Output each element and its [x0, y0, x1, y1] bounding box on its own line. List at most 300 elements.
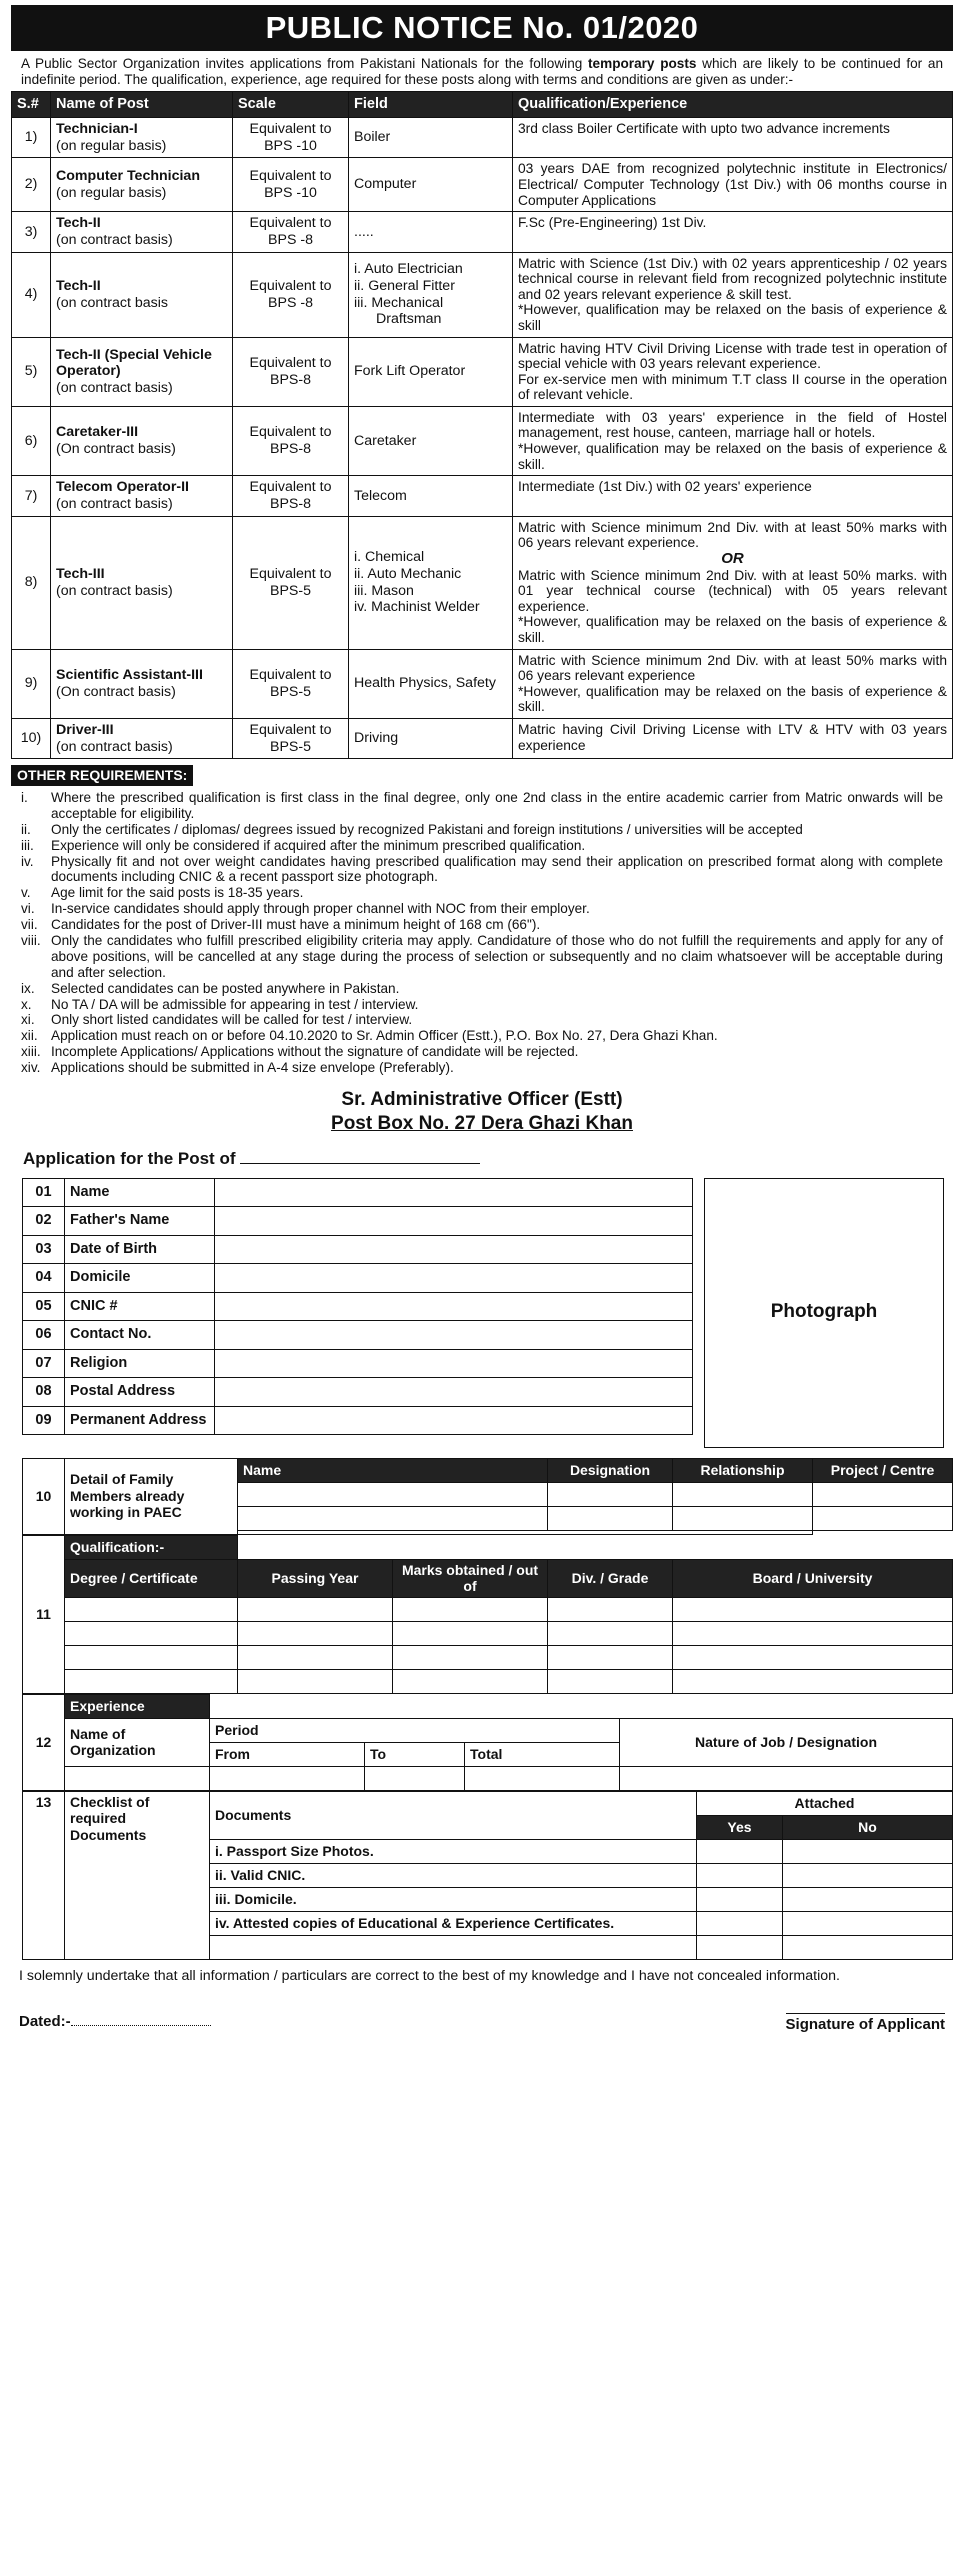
qualification-text: Matric with Science minimum 2nd Div. with at least 50% marks with 06 years relevant experience.	[518, 519, 947, 551]
experience-cell[interactable]	[210, 1766, 365, 1790]
post-basis: (on contract basis)	[56, 582, 173, 599]
post-name-cell	[51, 212, 233, 253]
field-item: iv. Machinist Welder	[354, 599, 480, 616]
personal-field-label: Contact No.	[65, 1321, 215, 1350]
family-cell[interactable]	[548, 1482, 673, 1506]
qualification-cell[interactable]	[673, 1597, 953, 1621]
checklist-documents-header: Documents	[210, 1791, 697, 1839]
experience-org-label: Name of Organization	[65, 1718, 210, 1766]
family-header-name: Name	[238, 1458, 548, 1482]
post-field	[349, 476, 513, 517]
family-row-number: 10	[23, 1458, 65, 1534]
post-serial: 8)	[12, 516, 51, 649]
qualification-cell[interactable]	[65, 1645, 238, 1669]
post-qualification	[513, 476, 953, 517]
experience-cell[interactable]	[620, 1766, 953, 1790]
field-item: Caretaker	[354, 432, 417, 449]
post-field	[349, 212, 513, 253]
qualification-cell[interactable]	[548, 1597, 673, 1621]
requirement-number: vi.	[21, 901, 35, 917]
qualification-table	[22, 1535, 953, 1694]
personal-field-input[interactable]	[215, 1292, 693, 1321]
post-basis: (on contract basis	[56, 294, 168, 311]
requirement-item	[11, 1060, 943, 1076]
post-scale: Equivalent to BPS -10	[233, 117, 349, 158]
experience-table	[22, 1694, 953, 1791]
requirement-item	[11, 917, 943, 933]
qualification-header-year: Passing Year	[238, 1559, 393, 1597]
notice-title: PUBLIC NOTICE No. 01/2020	[11, 5, 953, 51]
post-qualification	[513, 406, 953, 475]
requirement-number: xi.	[21, 1012, 35, 1028]
qualification-text: Matric with Science minimum 2nd Div. with at least 50% marks. with 01 year technical course (technical) with 05 years relevant experience.	[518, 567, 947, 614]
form-footer	[11, 2013, 953, 2043]
post-serial: 10)	[12, 718, 51, 759]
requirement-text: In-service candidates should apply through proper channel with NOC from their employer.	[51, 901, 590, 917]
post-name: Driver-III	[56, 721, 114, 738]
checklist-yes-cell[interactable]	[697, 1935, 783, 1959]
field-list	[354, 261, 507, 328]
post-qualification	[513, 158, 953, 212]
post-name: Tech-II	[56, 215, 101, 232]
qualification-cell[interactable]	[393, 1621, 548, 1645]
qualification-text: Matric having HTV Civil Driving License with trade test in operation of special vehicle with 03 years relevant experience.	[518, 340, 947, 372]
post-basis: (on contract basis)	[56, 380, 173, 397]
post-row	[12, 649, 953, 718]
post-qualification	[513, 337, 953, 406]
post-name: Technician-I	[56, 120, 138, 137]
field-item: iii. Mason	[354, 582, 414, 599]
experience-to-label: To	[365, 1742, 465, 1766]
post-serial: 4)	[12, 252, 51, 337]
requirement-text: Where the prescribed qualification is first class in the final degree, only one 2nd class in the entire academic carrier from Matric onwards will be acceptable for eligibility.	[51, 789, 943, 821]
personal-field-row	[23, 1378, 693, 1407]
intro-text	[11, 53, 953, 88]
personal-field-label: Father's Name	[65, 1207, 215, 1236]
checklist-no-cell[interactable]	[783, 1863, 953, 1887]
qualification-cell[interactable]	[393, 1597, 548, 1621]
post-serial: 6)	[12, 406, 51, 475]
field-item: .....	[354, 223, 374, 240]
requirement-item	[11, 1044, 943, 1060]
post-basis: (on regular basis)	[56, 137, 167, 154]
post-basis: (On contract basis)	[56, 683, 176, 700]
qualification-cell[interactable]	[238, 1669, 393, 1693]
qualification-text: Matric with Science minimum 2nd Div. with at least 50% marks with 06 years relevant experience	[518, 652, 947, 684]
personal-field-label: Name	[65, 1178, 215, 1207]
requirement-item	[11, 885, 943, 901]
family-cell[interactable]	[238, 1482, 548, 1506]
requirement-number: ix.	[21, 980, 35, 996]
experience-nature-label: Nature of Job / Designation	[620, 1718, 953, 1766]
post-basis: (on regular basis)	[56, 184, 167, 201]
experience-cell[interactable]	[365, 1766, 465, 1790]
post-field	[349, 516, 513, 649]
post-field	[349, 649, 513, 718]
post-row	[12, 718, 953, 759]
post-field	[349, 406, 513, 475]
experience-from-label: From	[210, 1742, 365, 1766]
requirement-item	[11, 1012, 943, 1028]
post-basis: (on contract basis)	[56, 495, 173, 512]
posts-header-cell: Qualification/Experience	[513, 91, 953, 117]
requirement-item	[11, 822, 943, 838]
post-row	[12, 117, 953, 158]
experience-total-label: Total	[465, 1742, 620, 1766]
requirement-text: Only short listed candidates will be called for test / interview.	[51, 1012, 413, 1028]
post-scale: Equivalent to BPS-5	[233, 718, 349, 759]
personal-field-number: 06	[23, 1321, 65, 1350]
qualification-or: OR	[721, 549, 744, 567]
field-item: iii. Mechanical Draftsman	[354, 294, 444, 328]
personal-field-label: Domicile	[65, 1264, 215, 1293]
checklist-attached-header: Attached	[697, 1791, 953, 1815]
personal-field-row	[23, 1292, 693, 1321]
post-name-cell	[51, 337, 233, 406]
requirement-text: Candidates for the post of Driver-III must have a minimum height of 168 cm (66").	[51, 917, 541, 933]
requirement-text: Applications should be submitted in A-4 size envelope (Preferably).	[51, 1060, 454, 1076]
qualification-cell[interactable]	[393, 1645, 548, 1669]
personal-field-row	[23, 1235, 693, 1264]
requirement-item	[11, 901, 943, 917]
post-scale: Equivalent to BPS-5	[233, 649, 349, 718]
family-header-designation: Designation	[548, 1458, 673, 1482]
requirement-number: xiii.	[21, 1044, 41, 1060]
post-row	[12, 212, 953, 253]
personal-field-input[interactable]	[215, 1264, 693, 1293]
dated-blank[interactable]	[71, 2025, 211, 2026]
requirement-item	[11, 997, 943, 1013]
family-cell[interactable]	[813, 1506, 953, 1530]
qualification-cell[interactable]	[673, 1621, 953, 1645]
family-cell[interactable]	[813, 1482, 953, 1506]
requirement-number: iv.	[21, 853, 34, 869]
qualification-cell[interactable]	[548, 1621, 673, 1645]
experience-period-label: Period	[210, 1718, 620, 1742]
officer-title: Sr. Administrative Officer (Estt)	[341, 1088, 623, 1110]
signature-of-applicant[interactable]: Signature of Applicant	[786, 2013, 945, 2034]
qualification-cell[interactable]	[65, 1597, 238, 1621]
post-row	[12, 158, 953, 212]
declaration-text: I solemnly undertake that all information / particulars are correct to the best of my knowledge and I have not concealed information.	[19, 1967, 840, 1984]
officer-block	[11, 1088, 953, 1136]
qualification-text: Intermediate (1st Div.) with 02 years' experience	[518, 479, 812, 495]
post-qualification	[513, 252, 953, 337]
qualification-text: For ex-service men with minimum T.T class II course in the operation of relevant vehicle.	[518, 371, 947, 403]
post-row	[12, 252, 953, 337]
post-name-cell	[51, 117, 233, 158]
posts-table-body	[12, 117, 953, 759]
post-row	[12, 476, 953, 517]
post-serial: 9)	[12, 649, 51, 718]
requirement-number: iii.	[21, 837, 34, 853]
qualification-text: 3rd class Boiler Certificate with upto two advance increments	[518, 120, 890, 136]
personal-details-section	[11, 1178, 953, 1448]
qualification-text: Matric with Science (1st Div.) with 02 years apprenticeship / 02 years technical course in relevant field from recognized polytechnic institute and 02 years relevant experience & skill test.	[518, 255, 947, 302]
posts-table-header	[12, 91, 953, 117]
post-scale: Equivalent to BPS -10	[233, 158, 349, 212]
personal-field-row	[23, 1178, 693, 1207]
officer-address: Post Box No. 27 Dera Ghazi Khan	[331, 1112, 633, 1134]
intro-before: A Public Sector Organization invites applications from Pakistani Nationals for the following	[21, 56, 589, 71]
qualification-text: *However, qualification may be relaxed on the basis of experience & skill.	[518, 683, 947, 715]
checklist-document: i. Passport Size Photos.	[210, 1839, 697, 1863]
posts-header-cell: S.#	[12, 91, 51, 117]
qualification-cell[interactable]	[393, 1669, 548, 1693]
checklist-yes-cell[interactable]	[697, 1863, 783, 1887]
experience-row-number: 12	[23, 1694, 65, 1790]
field-item: Driving	[354, 730, 399, 747]
post-serial: 2)	[12, 158, 51, 212]
personal-field-number: 02	[23, 1207, 65, 1236]
personal-field-label: CNIC #	[65, 1292, 215, 1321]
qualification-text: *However, qualification may be relaxed on the basis of experience & skill.	[518, 440, 947, 472]
personal-field-input[interactable]	[215, 1207, 693, 1236]
requirement-number: ii.	[21, 821, 31, 837]
post-row	[12, 406, 953, 475]
post-name: Scientific Assistant-III	[56, 667, 203, 684]
field-item: ii. General Fitter	[354, 277, 455, 294]
requirement-text: Experience will only be considered if acquired after the minimum prescribed qualification.	[51, 837, 586, 853]
posts-table	[11, 91, 953, 760]
personal-field-number: 01	[23, 1178, 65, 1207]
post-name-cell	[51, 476, 233, 517]
personal-field-label: Religion	[65, 1349, 215, 1378]
post-name-cell	[51, 158, 233, 212]
field-item: i. Chemical	[354, 549, 425, 566]
qualification-cell[interactable]	[238, 1597, 393, 1621]
requirement-text: Age limit for the said posts is 18-35 years.	[51, 885, 304, 901]
personal-field-label: Date of Birth	[65, 1235, 215, 1264]
personal-field-input[interactable]	[215, 1321, 693, 1350]
requirement-text: Physically fit and not over weight candidates having prescribed qualification may send their application on prescribed format along with complete documents including CNIC & a recent passport size photograph.	[51, 853, 943, 885]
requirement-number: v.	[21, 885, 31, 901]
checklist-table	[22, 1791, 953, 1960]
qualification-row-number: 11	[23, 1535, 65, 1693]
qualification-cell[interactable]	[65, 1669, 238, 1693]
post-serial: 7)	[12, 476, 51, 517]
qualification-cell[interactable]	[238, 1645, 393, 1669]
qualification-text: F.Sc (Pre-Engineering) 1st Div.	[518, 215, 707, 231]
personal-field-number: 05	[23, 1292, 65, 1321]
personal-details-table	[22, 1178, 693, 1436]
post-basis: (on contract basis)	[56, 231, 173, 248]
post-name: Telecom Operator-II	[56, 479, 189, 496]
checklist-no-cell[interactable]	[783, 1839, 953, 1863]
qualification-header-board: Board / University	[673, 1559, 953, 1597]
application-for-label: Application for the Post of	[23, 1149, 236, 1169]
other-requirements-heading: OTHER REQUIREMENTS:	[11, 765, 193, 786]
requirement-item	[11, 854, 943, 886]
personal-field-input[interactable]	[215, 1178, 693, 1207]
requirement-number: xii.	[21, 1028, 38, 1044]
post-scale: Equivalent to BPS -8	[233, 212, 349, 253]
qualification-cell[interactable]	[673, 1669, 953, 1693]
qualification-cell[interactable]	[65, 1621, 238, 1645]
requirement-number: i.	[21, 789, 28, 805]
post-basis: (on contract basis)	[56, 738, 173, 755]
requirement-text: Selected candidates can be posted anywhere in Pakistan.	[51, 980, 400, 996]
checklist-document: iii. Domicile.	[210, 1887, 697, 1911]
post-name-cell	[51, 252, 233, 337]
post-field	[349, 252, 513, 337]
checklist-yes-header: Yes	[697, 1815, 783, 1839]
field-item: Health Physics, Safety	[354, 675, 496, 692]
qualification-cell[interactable]	[548, 1645, 673, 1669]
personal-field-number: 08	[23, 1378, 65, 1407]
post-field	[349, 158, 513, 212]
personal-field-input[interactable]	[215, 1378, 693, 1407]
qualification-text: 03 years DAE from recognized polytechnic institute in Electronics/ Electrical/ Computer Technology (1st Div.) with 06 months course in Computer Applications	[518, 161, 947, 208]
requirement-item	[11, 981, 943, 997]
post-row	[12, 516, 953, 649]
qualification-text: *However, qualification may be relaxed on the basis of experience & skill	[518, 302, 947, 333]
post-qualification	[513, 212, 953, 253]
qualification-cell[interactable]	[548, 1669, 673, 1693]
personal-field-label: Postal Address	[65, 1378, 215, 1407]
dated-label: Dated:-	[19, 2012, 71, 2030]
requirement-text: No TA / DA will be admissible for appearing in test / interview.	[51, 996, 419, 1012]
post-qualification	[513, 718, 953, 759]
qualification-header-div: Div. / Grade	[548, 1559, 673, 1597]
requirement-text: Only the candidates who fulfill prescribed eligibility criteria may apply. Candidature of those who do not fulfill the requirements and apply for any of above positions, will be cancelled at any stage during the process of selection or subsequently and no claim whatsoever will be acceptable during and after selection.	[51, 932, 943, 980]
dated-field[interactable]	[19, 2013, 211, 2031]
personal-field-row	[23, 1264, 693, 1293]
checklist-row-number: 13	[23, 1791, 65, 1959]
field-item: Computer	[354, 176, 417, 193]
requirement-item	[11, 933, 943, 981]
post-name: Tech-II (Special Vehicle Operator)	[56, 346, 212, 380]
post-scale: Equivalent to BPS-8	[233, 476, 349, 517]
qualification-cell[interactable]	[673, 1645, 953, 1669]
family-header-relationship: Relationship	[673, 1458, 813, 1482]
checklist-document: iv. Attested copies of Educational & Experience Certificates.	[210, 1911, 697, 1935]
field-list	[354, 549, 507, 616]
post-scale: Equivalent to BPS-5	[233, 516, 349, 649]
personal-field-number: 07	[23, 1349, 65, 1378]
post-name-cell	[51, 406, 233, 475]
post-name: Caretaker-III	[56, 424, 139, 441]
family-members-table	[22, 1458, 953, 1535]
post-name: Computer Technician	[56, 168, 200, 184]
post-field	[349, 718, 513, 759]
field-item: Boiler	[354, 129, 391, 146]
field-item: i. Auto Electrician	[354, 261, 463, 278]
requirement-number: xiv.	[21, 1060, 41, 1076]
checklist-no-cell[interactable]	[783, 1911, 953, 1935]
intro-bold: temporary posts	[588, 56, 697, 71]
personal-field-input[interactable]	[215, 1349, 693, 1378]
post-serial: 3)	[12, 212, 51, 253]
personal-field-row	[23, 1321, 693, 1350]
requirement-item	[11, 790, 943, 822]
qualification-text: *However, qualification may be relaxed on the basis of experience & skill.	[518, 614, 947, 646]
qualification-header-marks: Marks obtained / out of	[393, 1559, 548, 1597]
post-basis: (On contract basis)	[56, 440, 176, 457]
checklist-document	[210, 1935, 697, 1959]
application-for-post	[11, 1149, 953, 1169]
post-row	[12, 337, 953, 406]
requirement-text: Incomplete Applications/ Applications without the signature of candidate will be rejected.	[51, 1044, 579, 1060]
family-cell[interactable]	[673, 1482, 813, 1506]
posts-header-cell: Scale	[233, 91, 349, 117]
requirement-item	[11, 838, 943, 854]
requirement-number: viii.	[21, 932, 41, 948]
post-name-cell	[51, 718, 233, 759]
post-name-blank[interactable]	[240, 1163, 480, 1164]
post-scale: Equivalent to BPS-8	[233, 337, 349, 406]
experience-cell[interactable]	[65, 1766, 210, 1790]
personal-field-number: 04	[23, 1264, 65, 1293]
intro-after: which are likely to be continued for an indefinite period. The qualification, experience, age required for these posts along with terms and conditions are given as under:-	[21, 56, 944, 87]
family-cell[interactable]	[548, 1506, 673, 1530]
post-scale: Equivalent to BPS-8	[233, 406, 349, 475]
checklist-no-cell[interactable]	[783, 1935, 953, 1959]
posts-header-cell: Name of Post	[51, 91, 233, 117]
public-notice-page	[11, 5, 953, 2555]
checklist-yes-cell[interactable]	[697, 1839, 783, 1863]
personal-field-input[interactable]	[215, 1406, 693, 1435]
post-serial: 1)	[12, 117, 51, 158]
qualification-text: Intermediate with 03 years' experience in the field of Hostel management, rest house, canteen, marriage hall or hotels.	[518, 409, 947, 441]
qualification-text: Matric having Civil Driving License with LTV & HTV with 03 years experience	[518, 721, 947, 753]
checklist-label: Checklist of required Documents	[65, 1791, 210, 1959]
posts-header-cell: Field	[349, 91, 513, 117]
requirement-item	[11, 1028, 943, 1044]
photograph-box[interactable]: Photograph	[704, 1178, 944, 1448]
qualification-header-degree: Degree / Certificate	[65, 1559, 238, 1597]
post-serial: 5)	[12, 337, 51, 406]
personal-field-row	[23, 1349, 693, 1378]
qualification-cell[interactable]	[238, 1621, 393, 1645]
post-qualification	[513, 516, 953, 649]
qualification-label: Qualification:-	[65, 1535, 238, 1559]
post-name-cell	[51, 649, 233, 718]
requirement-number: vii.	[21, 917, 38, 933]
family-cell[interactable]	[673, 1506, 813, 1530]
post-name-cell	[51, 516, 233, 649]
requirement-number: x.	[21, 996, 32, 1012]
requirement-text: Only the certificates / diplomas/ degrees issued by recognized Pakistani and foreign institutions / universities will be accepted	[51, 821, 803, 837]
personal-field-number: 09	[23, 1406, 65, 1435]
family-cell[interactable]	[238, 1506, 548, 1530]
personal-field-label: Permanent Address	[65, 1406, 215, 1435]
personal-field-input[interactable]	[215, 1235, 693, 1264]
field-item: Telecom	[354, 487, 407, 504]
post-name: Tech-III	[56, 565, 105, 582]
personal-field-row	[23, 1406, 693, 1435]
post-scale: Equivalent to BPS -8	[233, 252, 349, 337]
checklist-document: ii. Valid CNIC.	[210, 1863, 697, 1887]
checklist-no-cell[interactable]	[783, 1887, 953, 1911]
other-requirements-list	[11, 790, 953, 1076]
field-item: Fork Lift Operator	[354, 363, 466, 380]
personal-field-number: 03	[23, 1235, 65, 1264]
family-label: Detail of Family Members already working in PAEC	[65, 1458, 238, 1534]
checklist-no-header: No	[783, 1815, 953, 1839]
personal-field-row	[23, 1207, 693, 1236]
post-field	[349, 117, 513, 158]
post-qualification	[513, 117, 953, 158]
checklist-yes-cell[interactable]	[697, 1911, 783, 1935]
family-header-project: Project / Centre	[813, 1458, 953, 1482]
checklist-yes-cell[interactable]	[697, 1887, 783, 1911]
requirement-text: Application must reach on or before 04.10.2020 to Sr. Admin Officer (Estt.), P.O. Box No. 27, Dera Ghazi Khan.	[51, 1028, 718, 1044]
field-item: ii. Auto Mechanic	[354, 565, 462, 582]
post-name: Tech-II	[56, 277, 101, 294]
experience-cell[interactable]	[465, 1766, 620, 1790]
post-field	[349, 337, 513, 406]
